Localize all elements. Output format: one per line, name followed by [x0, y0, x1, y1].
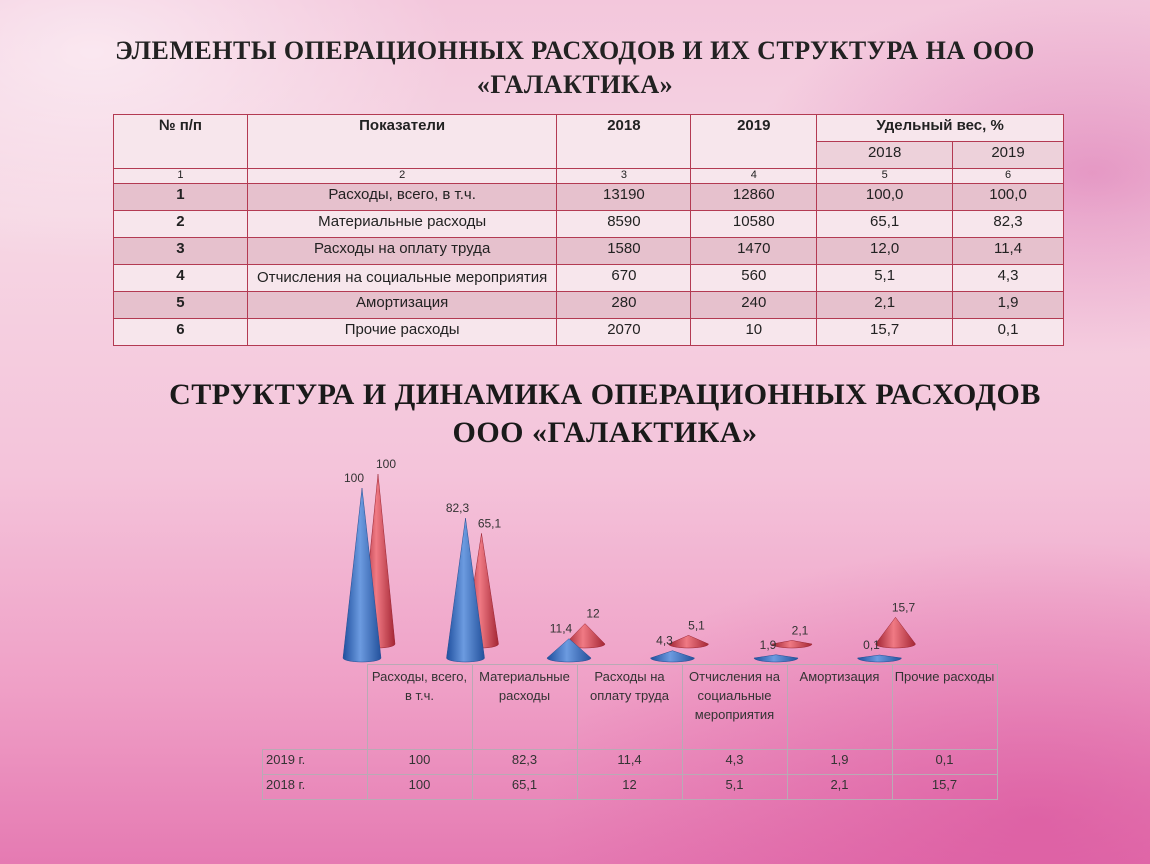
row-share-2019: 100,0 — [953, 184, 1064, 211]
table-header-row — [114, 115, 1064, 142]
row-value-2018: 280 — [557, 292, 691, 319]
row-name: Материальные расходы — [247, 211, 557, 238]
data-table-row-2018 — [263, 775, 998, 800]
row-share-2018: 15,7 — [817, 319, 953, 346]
row-share-2018: 12,0 — [817, 238, 953, 265]
chart-heading — [60, 376, 1150, 452]
row-name: Расходы на оплату труда — [247, 238, 557, 265]
table-row — [114, 292, 1064, 319]
row-value-2019: 12860 — [691, 184, 817, 211]
row-num: 6 — [114, 319, 248, 346]
table-row — [114, 265, 1064, 292]
header-share: Удельный вес, % — [817, 115, 1064, 142]
index-cell: 2 — [247, 169, 557, 184]
data-label-2018: 2,1 — [791, 623, 809, 638]
row-value-2019: 560 — [691, 265, 817, 292]
data-label-2019: 82,3 — [445, 501, 470, 516]
chart-heading-line2: ООО «ГАЛАКТИКА» — [452, 416, 758, 449]
page-title: ЭЛЕМЕНТЫ ОПЕРАЦИОННЫХ РАСХОДОВ И ИХ СТРУКТУРА НА ООО «ГАЛАКТИКА» — [115, 36, 1035, 99]
table-row — [114, 184, 1064, 211]
header-num: № п/п — [114, 115, 248, 169]
index-cell: 4 — [691, 169, 817, 184]
row-value-2018: 1580 — [557, 238, 691, 265]
data-label-2019: 11,4 — [549, 621, 573, 636]
row-name: Отчисления на социальные мероприятия — [247, 265, 557, 292]
data-table-cell: 4,3 — [682, 750, 787, 775]
row-share-2019: 1,9 — [953, 292, 1064, 319]
data-table-category: Расходы на оплату труда — [577, 665, 682, 750]
data-label-2019: 100 — [343, 471, 365, 485]
data-table-cell: 5,1 — [682, 775, 787, 800]
row-share-2018: 65,1 — [817, 211, 953, 238]
table-index-row — [114, 169, 1064, 184]
cone-2019 — [754, 655, 798, 662]
index-cell: 1 — [114, 169, 248, 184]
data-table-cell: 100 — [367, 775, 472, 800]
row-share-2018: 2,1 — [817, 292, 953, 319]
data-label-2018: 65,1 — [477, 516, 502, 531]
data-table-category: Отчисления на социальные мероприятия — [682, 665, 787, 750]
table-row — [114, 211, 1064, 238]
chart-heading-line1: СТРУКТУРА И ДИНАМИКА ОПЕРАЦИОННЫХ РАСХОДОВ — [169, 378, 1041, 411]
row-num: 4 — [114, 265, 248, 292]
data-label-2018: 100 — [375, 457, 397, 471]
header-indicator: Показатели — [247, 115, 557, 169]
cone-2018 — [669, 635, 709, 648]
expenses-table — [113, 114, 1064, 346]
data-table-cell: 0,1 — [892, 750, 997, 775]
chart-data-table — [262, 664, 998, 800]
row-value-2019: 10580 — [691, 211, 817, 238]
data-table-category: Материальные расходы — [472, 665, 577, 750]
data-table-cell: 100 — [367, 750, 472, 775]
row-name: Прочие расходы — [247, 319, 557, 346]
row-share-2019: 82,3 — [953, 211, 1064, 238]
data-label-2019: 0,1 — [863, 638, 880, 652]
data-table-cell: 82,3 — [472, 750, 577, 775]
cone-2019 — [651, 651, 695, 662]
index-cell: 6 — [953, 169, 1064, 184]
data-table-category: Расходы, всего, в т.ч. — [367, 665, 472, 750]
row-value-2019: 1470 — [691, 238, 817, 265]
header-2019: 2019 — [691, 115, 817, 169]
row-num: 2 — [114, 211, 248, 238]
data-label-2018: 15,7 — [891, 600, 916, 615]
data-label-2019: 4,3 — [656, 633, 673, 648]
data-table-cell: 2,1 — [787, 775, 892, 800]
cone-chart — [300, 457, 940, 670]
row-num: 1 — [114, 184, 248, 211]
row-value-2018: 2070 — [557, 319, 691, 346]
row-share-2019: 11,4 — [953, 238, 1064, 265]
data-table-row-2019 — [263, 750, 998, 775]
header-2018: 2018 — [557, 115, 691, 169]
index-cell: 5 — [817, 169, 953, 184]
table-row — [114, 238, 1064, 265]
row-share-2018: 5,1 — [817, 265, 953, 292]
row-share-2019: 0,1 — [953, 319, 1064, 346]
cone-2018 — [876, 617, 916, 648]
data-table-cell: 12 — [577, 775, 682, 800]
cone-2018 — [772, 640, 812, 648]
index-cell: 3 — [557, 169, 691, 184]
row-name: Расходы, всего, в т.ч. — [247, 184, 557, 211]
data-table-corner — [263, 665, 368, 750]
table-row — [114, 319, 1064, 346]
row-num: 5 — [114, 292, 248, 319]
header-share-2019: 2019 — [953, 142, 1064, 169]
row-share-2018: 100,0 — [817, 184, 953, 211]
data-table-category: Амортизация — [787, 665, 892, 750]
data-table-row-label: 2019 г. — [263, 750, 368, 775]
data-table-category: Прочие расходы — [892, 665, 997, 750]
cone-2019 — [858, 655, 902, 662]
data-table-cell: 65,1 — [472, 775, 577, 800]
header-share-2018: 2018 — [817, 142, 953, 169]
row-value-2018: 8590 — [557, 211, 691, 238]
data-table-cell: 15,7 — [892, 775, 997, 800]
row-value-2019: 10 — [691, 319, 817, 346]
data-table-cell: 11,4 — [577, 750, 682, 775]
row-num: 3 — [114, 238, 248, 265]
data-label-2018: 5,1 — [688, 618, 705, 633]
row-name: Амортизация — [247, 292, 557, 319]
data-table-category-row — [263, 665, 998, 750]
row-share-2019: 4,3 — [953, 265, 1064, 292]
data-label-2018: 12 — [586, 606, 600, 621]
row-value-2018: 670 — [557, 265, 691, 292]
data-table-cell: 1,9 — [787, 750, 892, 775]
row-value-2018: 13190 — [557, 184, 691, 211]
row-value-2019: 240 — [691, 292, 817, 319]
data-table-row-label: 2018 г. — [263, 775, 368, 800]
data-label-2019: 1,9 — [759, 637, 777, 652]
